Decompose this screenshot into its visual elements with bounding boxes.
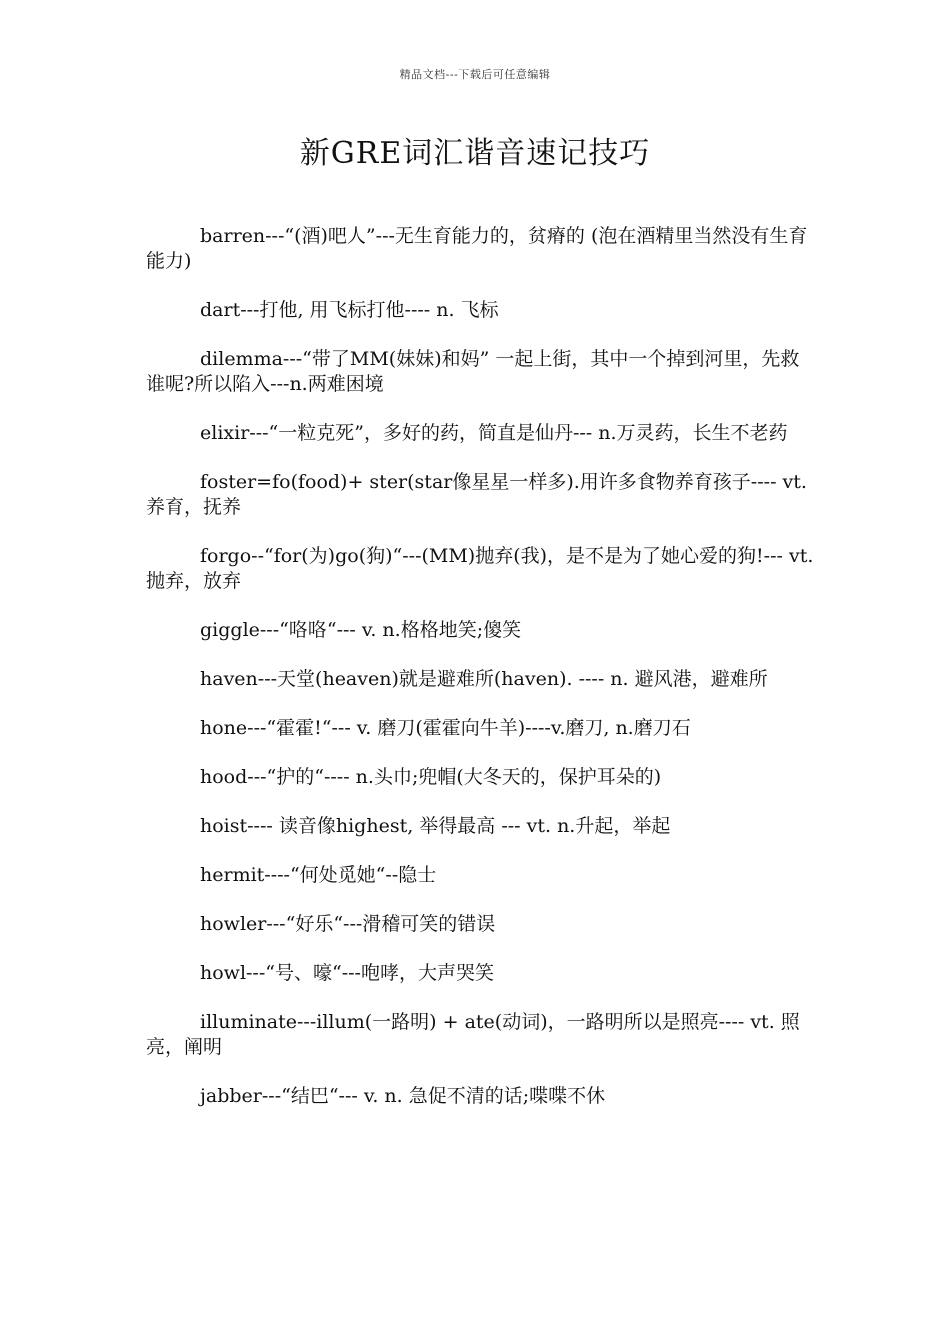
vocab-entry-jabber: jabber---“结巴“--- v. n. 急促不清的话;喋喋不休: [200, 1085, 606, 1107]
document-title: 新GRE词汇谐音速记技巧: [299, 136, 651, 171]
vocab-entry-hood: hood---“护的“---- n.头巾;兜帽(大冬天的，保护耳朵的): [200, 766, 662, 788]
vocab-entry-foster: foster=fo(food)+ ster(star像星星一样多).用许多食物养育孩子---- vt.养育，抚养: [146, 471, 807, 518]
vocab-entry-dart: dart---打他, 用飞标打他---- n. 飞标: [200, 299, 499, 321]
vocab-entry-hone: hone---“霍霍!“--- v. 磨刀(霍霍向牛羊)----v.磨刀, n.磨刀石: [200, 717, 691, 739]
vocab-entry-haven: haven---天堂(heaven)就是避难所(haven). ---- n. 避风港，避难所: [200, 668, 768, 690]
vocab-entry-dilemma: dilemma---“带了MM(妹妹)和妈” 一起上街，其中一个掉到河里，先救谁呢?所以陷入---n.两难困境: [146, 348, 800, 395]
vocab-entry-howl: howl---“号、嚎“---咆哮，大声哭笑: [200, 962, 494, 984]
vocab-entry-hermit: hermit----“何处觅她“--隐士: [200, 864, 437, 886]
vocab-entry-hoist: hoist---- 读音像highest, 举得最高 --- vt. n.升起，举起: [200, 815, 671, 837]
vocab-entry-illuminate: illuminate---illum(一路明) + ate(动词)，一路明所以是照亮---- vt. 照亮，阐明: [146, 1011, 800, 1058]
vocab-entry-elixir: elixir---“一粒克死”，多好的药，简直是仙丹--- n.万灵药，长生不老药: [200, 422, 788, 444]
header-note: 精品文档---下载后可任意编辑: [399, 68, 551, 81]
vocab-entry-giggle: giggle---“咯咯“--- v. n.格格地笑;傻笑: [200, 619, 522, 641]
vocabulary-list: [146, 224, 818, 1133]
vocab-entry-forgo: forgo--“for(为)go(狗)“---(MM)抛弃(我)，是不是为了她心爱的狗!--- vt.抛弃，放弃: [146, 545, 814, 592]
vocab-entry-howler: howler---“好乐“---滑稽可笑的错误: [200, 913, 496, 935]
vocab-entry-barren: barren---“(酒)吧人”---无生育能力的，贫瘠的 (泡在酒精里当然没有生育能力): [146, 225, 808, 272]
